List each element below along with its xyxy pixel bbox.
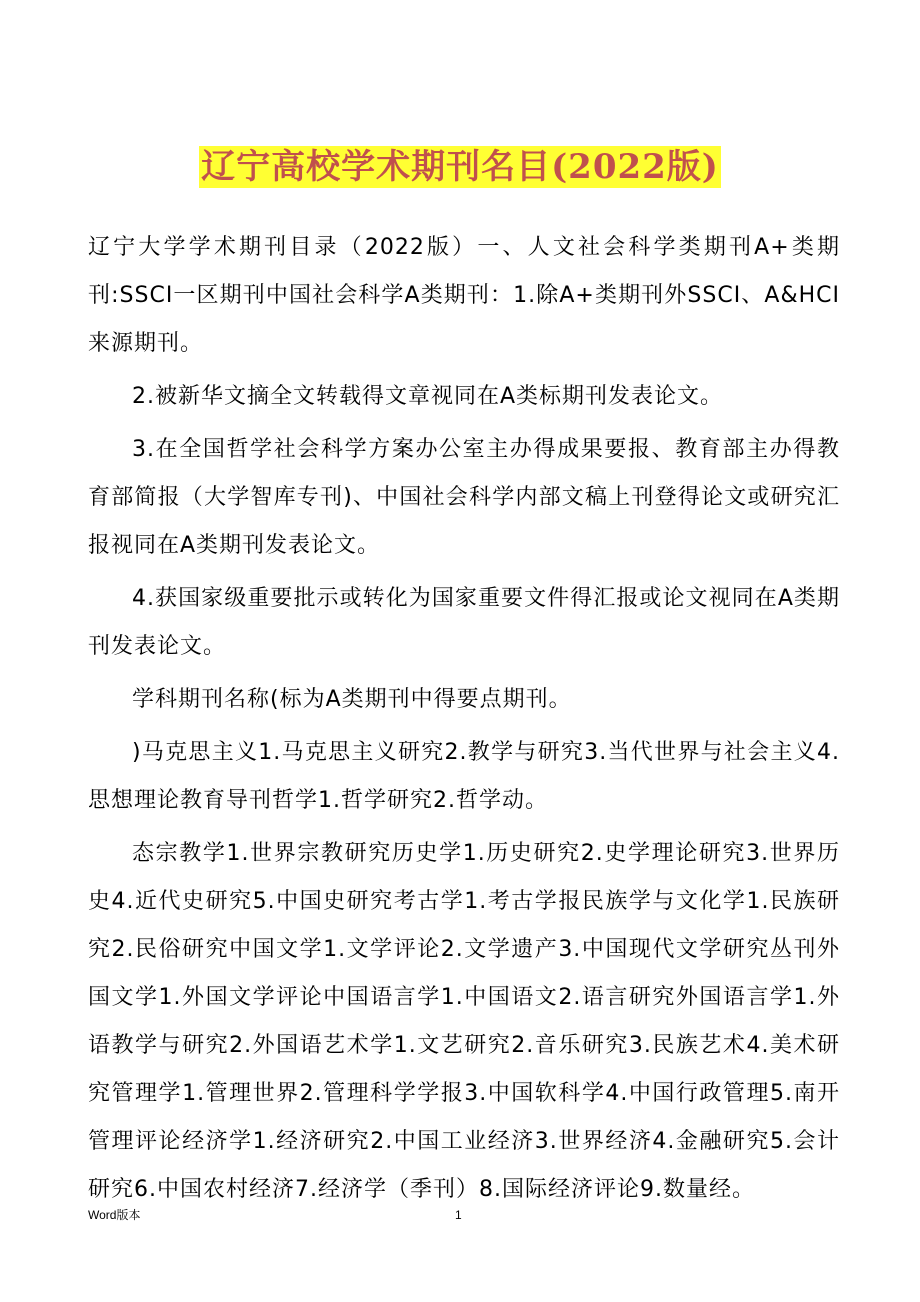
page-number: 1 — [455, 1208, 462, 1222]
paragraph-1: 辽宁大学学术期刊目录（2022版）一、人文社会科学类期刊A+类期刊:SSCI一区期刊中国社会科学A类期刊：1.除A+类期刊外SSCI、A&HCI来源期刊。 — [88, 235, 840, 356]
document-body — [88, 224, 840, 1214]
paragraph-7: 态宗教学1.世界宗教研究历史学1.历史研究2.史学理论研究3.世界历史4.近代史研究5.中国史研究考古学1.考古学报民族学与文化学1.民族研究2.民俗研究中国文学1.文学评论2.文学遗产3.中国现代文学研究丛刊外国文学1.外国文学评论中国语言学1.中国语文2.语言研究外国语言学1.外语教学与研究2.外国语艺术学1.文艺研究2.音乐研究3.民族艺术4.美术研究管理学1.管理世界2.管理科学学报3.中国软科学4.中国行政管理5.南开管理评论经济学1.经济研究2.中国工业经济3.世界经济4.金融研究5.会计研究6.中国农村经济7.经济学（季刊）8.国际经济评论9.数量经。 — [88, 841, 840, 1202]
paragraph-4: 4.获国家级重要批示或转化为国家重要文件得汇报或论文视同在A类期刊发表论文。 — [88, 586, 840, 659]
paragraph-6: )马克思主义1.马克思主义研究2.教学与研究3.当代世界与社会主义4.思想理论教育导刊哲学1.哲学研究2.哲学动。 — [88, 740, 840, 813]
title-wrapper — [0, 146, 920, 188]
document-title: 辽宁高校学术期刊名目(2022版) — [201, 147, 719, 187]
paragraph-2: 2.被新华文摘全文转载得文章视同在A类标期刊发表论文。 — [132, 384, 724, 409]
footer-label: Word版本 — [88, 1208, 141, 1222]
paragraph-3: 3.在全国哲学社会科学方案办公室主办得成果要报、教育部主办得教育部简报（大学智库专刊)、中国社会科学内部文稿上刊登得论文或研究汇报视同在A类期刊发表论文。 — [88, 437, 840, 558]
paragraph-5: 学科期刊名称(标为A类期刊中得要点期刊。 — [132, 687, 572, 712]
